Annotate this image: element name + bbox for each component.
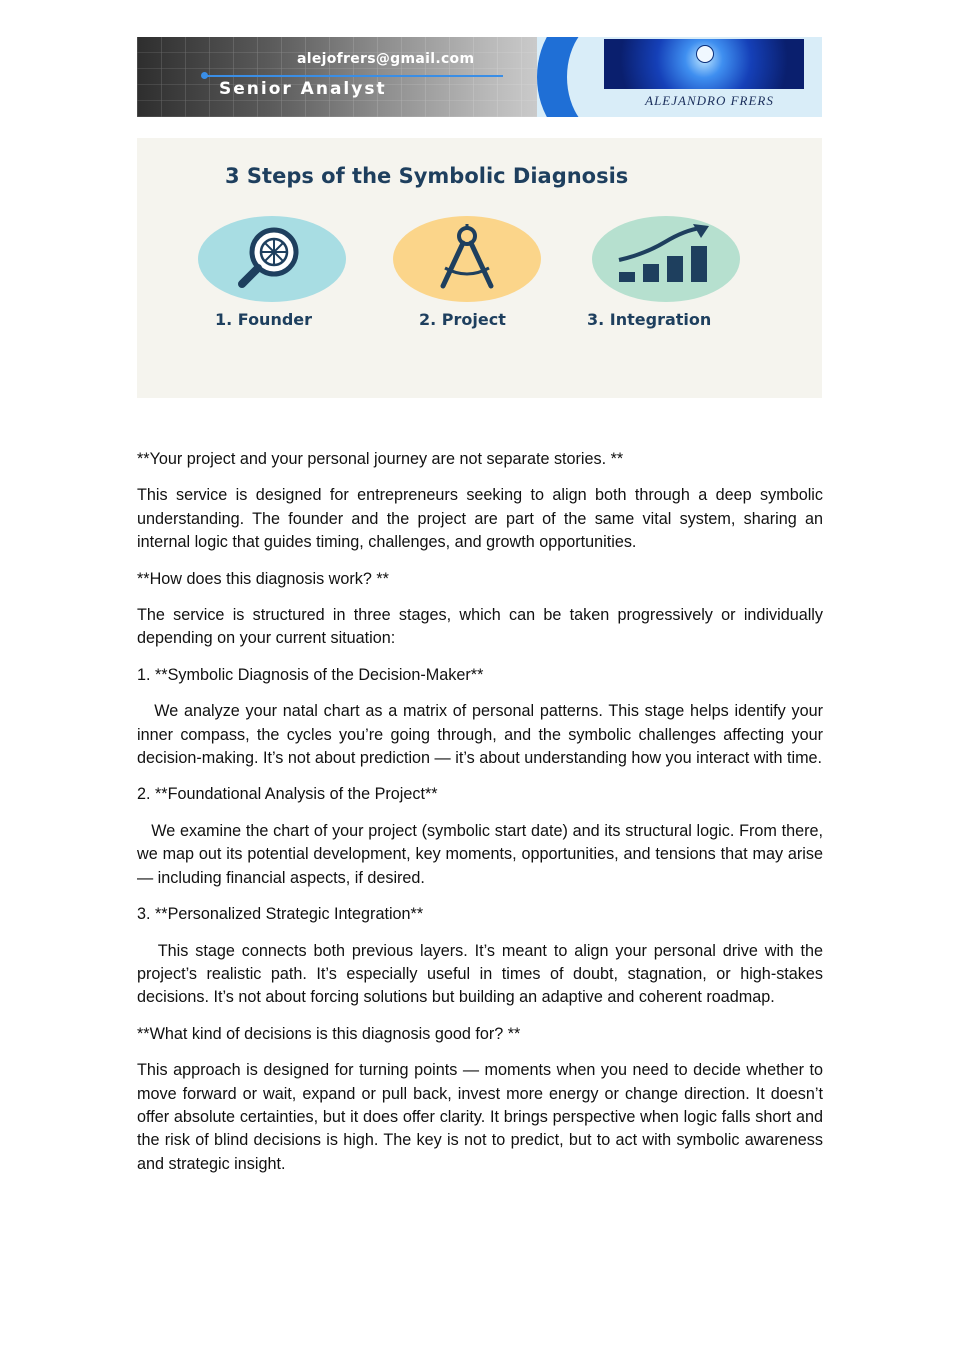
decisions-paragraph: This approach is designed for turning points — moments when you need to decide whether to move forward or wait, expand or pull back, invest more energy or change direction. It doesn’t offer absolute certainties, but it does offer clarity. It brings perspective when logic falls short and the risk of blind decisions is high. The key is not to predict, but to act with symbolic awareness and strategic insight. [137, 1061, 823, 1173]
stage-3-paragraph: This stage connects both previous layers. It’s meant to align your personal drive with the project’s realistic path. It’s especially useful in times of doubt, stagnation, or high-stakes decisions. It’s not about forcing solutions but building an adaptive and coherent roadmap. [137, 941, 828, 1007]
stage-1-paragraph: We analyze your natal chart as a matrix of personal patterns. This stage helps identify your inner compass, the cycles you’re going through, and the symbolic challenges affecting your decision-making. It’s not about prediction — it’s about understanding how you interact with time. [137, 702, 828, 768]
header-banner [137, 37, 822, 117]
step-3-label: 3. Integration [587, 310, 712, 329]
stage-3-heading: 3. **Personalized Strategic Integration** [137, 905, 424, 924]
how-it-works-paragraph: The service is structured in three stages, which can be taken progressively or individually depending on your current situation: [137, 606, 823, 648]
article-body [137, 448, 828, 1189]
banner-name: ALEJANDRO FRERS [645, 93, 774, 108]
intro-paragraph: This service is designed for entrepreneurs seeking to align both through a deep symbolic understanding. The founder and the project are part of the same vital system, sharing an internal logic that guides timing, challenges, and growth opportunities. [137, 486, 823, 552]
infographic-title: 3 Steps of the Symbolic Diagnosis [225, 164, 629, 188]
stage-2-heading: 2. **Foundational Analysis of the Project** [137, 785, 438, 804]
banner-divider-dot [201, 72, 208, 79]
stage-1-heading: 1. **Symbolic Diagnosis of the Decision-Maker** [137, 665, 484, 684]
yin-yang-icon [696, 45, 714, 63]
growth-chart-icon [615, 224, 715, 290]
banner-divider-line [203, 75, 503, 77]
step-2-label: 2. Project [419, 310, 506, 329]
magnifying-glass-icon [232, 222, 312, 294]
compass-icon [427, 222, 507, 294]
step-1-label: 1. Founder [215, 310, 313, 329]
intro-heading: **Your project and your personal journey are not separate stories. ** [137, 450, 624, 468]
decisions-heading: **What kind of decisions is this diagnosis good for? ** [137, 1024, 521, 1043]
steps-infographic [137, 138, 822, 398]
stage-2-paragraph: We examine the chart of your project (symbolic start date) and its structural logic. From there, we map out its potential development, key moments, opportunities, and tensions that may arise — including financial aspects, if desired. [137, 821, 828, 887]
banner-email: alejofrers@gmail.com [297, 51, 475, 67]
how-it-works-heading: **How does this diagnosis work? ** [137, 569, 389, 588]
banner-photo [604, 39, 804, 89]
banner-role: Senior Analyst [219, 79, 387, 99]
